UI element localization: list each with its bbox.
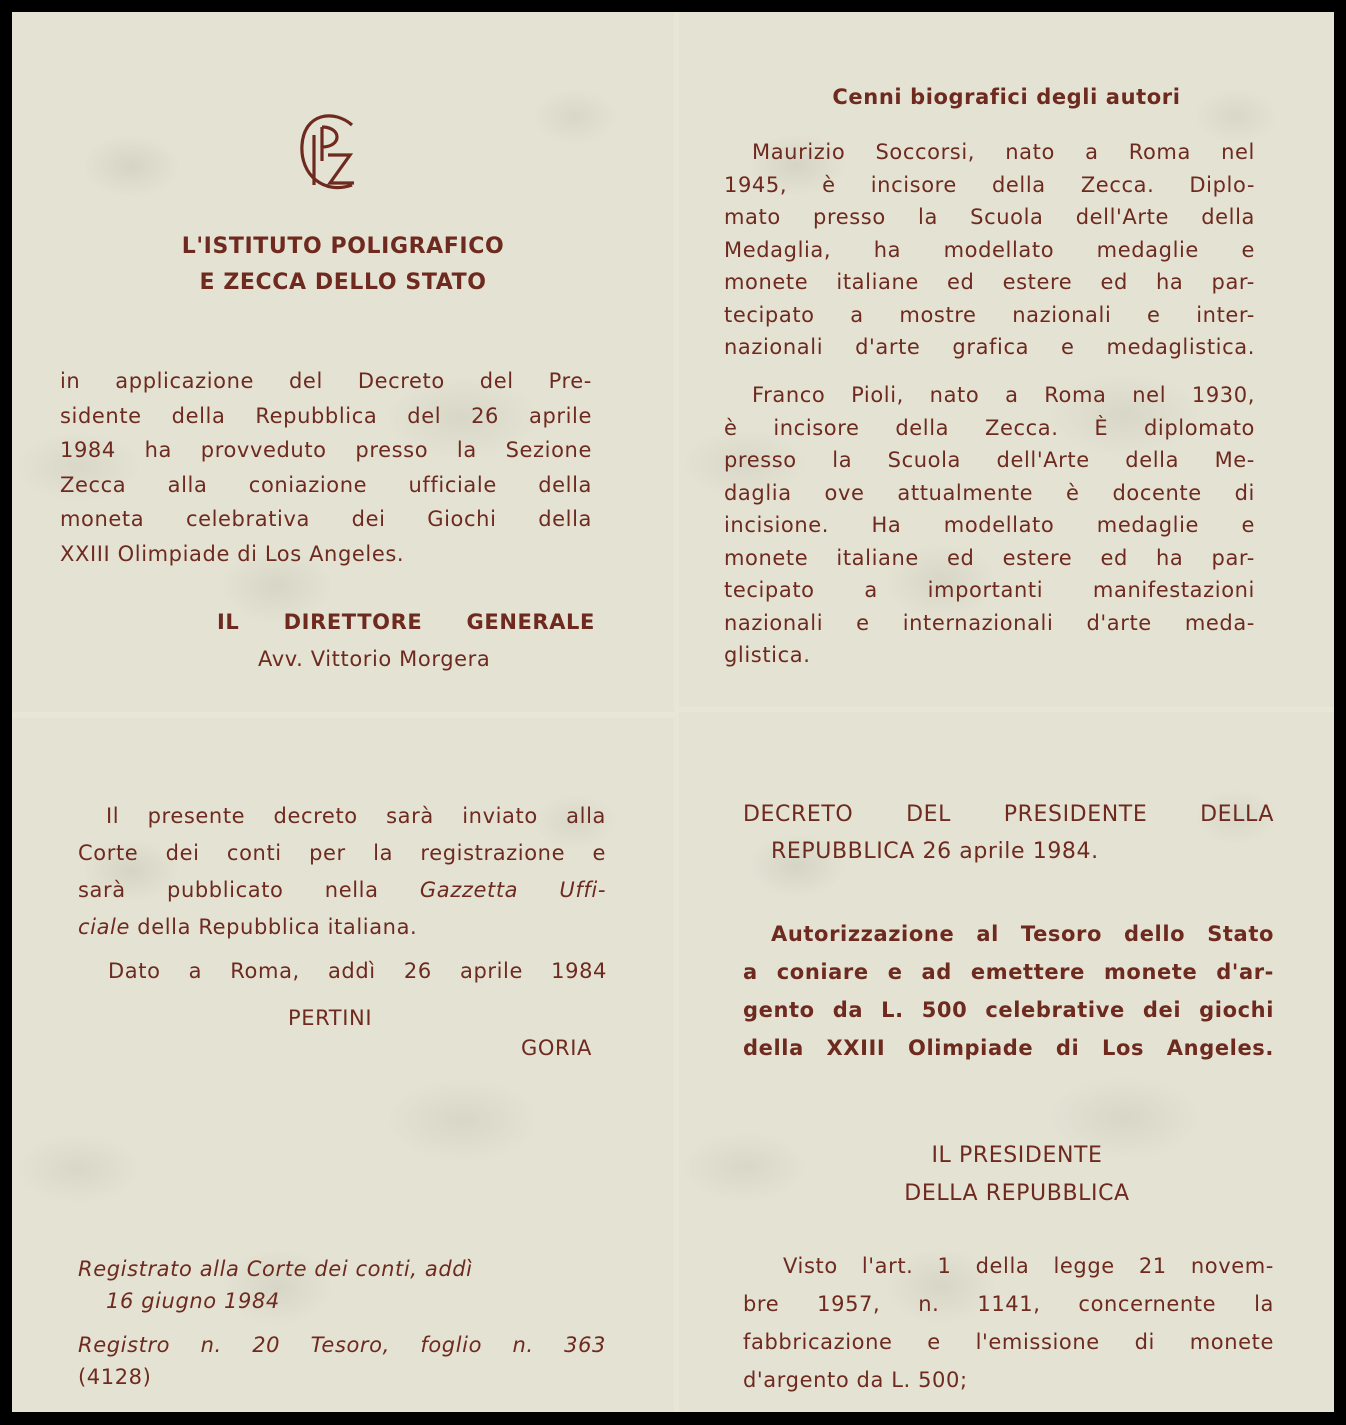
subject-line: gento da L. 500 celebrative dei giochi xyxy=(743,998,1274,1022)
decree-line-text: della Repubblica italiana. xyxy=(137,915,418,939)
subject-line: Autorizzazione al Tesoro dello Stato xyxy=(771,922,1274,946)
document-code: (4128) xyxy=(78,1365,152,1389)
bio-line: Maurizio Soccorsi, nato a Roma nel xyxy=(752,140,1255,164)
institute-body xyxy=(60,364,592,571)
bio-line: tecipato a mostre nazionali e inter- xyxy=(724,302,1255,327)
body-line: sidente della Repubblica del 26 aprile xyxy=(60,403,592,428)
decree-line: Corte dei conti per la registrazione e xyxy=(78,841,606,865)
bio-line: è incisore della Zecca. È diplomato xyxy=(724,415,1255,440)
subject-line: della XXIII Olimpiade di Los Angeles. xyxy=(743,1036,1274,1060)
body-line: XXIII Olimpiade di Los Angeles. xyxy=(60,541,405,566)
visto-line: d'argento da L. 500; xyxy=(743,1368,968,1392)
decree-line xyxy=(78,909,606,946)
biography-title: Cenni biografici degli autori xyxy=(832,85,1181,109)
soccorsi-bio xyxy=(724,136,1255,364)
decree-heading-line1: DECRETO DEL PRESIDENTE DELLA xyxy=(743,802,1274,827)
ipzs-logo-icon xyxy=(294,105,364,200)
leaflet-sheet xyxy=(12,12,1334,1412)
institute-name-line1: L'ISTITUTO POLIGRAFICO xyxy=(181,234,505,259)
decree-start-panel xyxy=(679,712,1334,1412)
gazzetta-italic: ciale xyxy=(78,915,131,939)
bio-line: presso la Scuola dell'Arte della Me- xyxy=(724,448,1255,472)
signature-goria: GORIA xyxy=(521,1036,592,1060)
bio-line: Medaglia, ha modellato medaglie e xyxy=(724,237,1255,262)
decree-end-panel xyxy=(12,718,674,1412)
bio-line: glistica. xyxy=(724,643,811,667)
registered-line2: 16 giugno 1984 xyxy=(106,1289,280,1313)
body-line: 1984 ha provveduto presso la Sezione xyxy=(60,438,592,462)
bio-line: monete italiane ed estere ed ha par- xyxy=(724,270,1255,294)
bio-line: tecipato a importanti manifestazioni xyxy=(724,578,1255,602)
president-line1: IL PRESIDENTE xyxy=(931,1143,1103,1168)
decree-subject xyxy=(743,915,1274,1067)
registered-line1: Registrato alla Corte dei conti, addì xyxy=(78,1257,473,1281)
bio-line: daglia ove attualmente è docente di xyxy=(724,480,1255,505)
decree-line-text: sarà pubblicato nella xyxy=(78,878,379,902)
visto-clause xyxy=(743,1247,1274,1399)
bio-line: incisione. Ha modellato medaglie e xyxy=(724,513,1255,537)
visto-line: fabbricazione e l'emissione di monete xyxy=(743,1330,1274,1354)
bio-line: mato presso la Scuola dell'Arte della xyxy=(724,205,1255,229)
decree-heading-line2: REPUBBLICA 26 aprile 1984. xyxy=(771,839,1099,864)
institute-panel xyxy=(12,12,674,712)
subject-line: a coniare e ad emettere monete d'ar- xyxy=(743,960,1274,984)
biography-panel xyxy=(679,12,1334,707)
institute-name-line2: E ZECCA DELLO STATO xyxy=(199,270,487,295)
date-line: Dato a Roma, addì 26 aprile 1984 xyxy=(108,959,607,983)
visto-line: Visto l'art. 1 della legge 21 novem- xyxy=(783,1254,1274,1278)
body-line: Zecca alla coniazione ufficiale della xyxy=(60,472,592,497)
signature-title: IL DIRETTORE GENERALE xyxy=(217,610,595,634)
decree-end-body xyxy=(78,798,606,946)
body-line: in applicazione del Decreto del Pre- xyxy=(60,369,592,393)
bio-line: monete italiane ed estere ed ha par- xyxy=(724,545,1255,570)
body-line: moneta celebrativa dei Giochi della xyxy=(60,507,592,531)
bio-line: nazionali e internazionali d'arte meda- xyxy=(724,610,1255,635)
decree-line xyxy=(78,872,606,909)
signature-pertini: PERTINI xyxy=(288,1006,373,1030)
bio-line: 1945, è incisore della Zecca. Diplo- xyxy=(724,172,1255,197)
gazzetta-italic: Gazzetta Uffi- xyxy=(419,878,606,902)
visto-line: bre 1957, n. 1141, concernente la xyxy=(743,1292,1274,1316)
bio-line: nazionali d'arte grafica e medaglistica. xyxy=(724,335,1255,359)
signature-name: Avv. Vittorio Morgera xyxy=(258,647,491,671)
registry-line: Registro n. 20 Tesoro, foglio n. 363 xyxy=(78,1333,606,1357)
decree-line: Il presente decreto sarà inviato alla xyxy=(106,804,606,828)
bio-line: Franco Pioli, nato a Roma nel 1930, xyxy=(752,383,1255,407)
pioli-bio xyxy=(724,379,1255,672)
president-line2: DELLA REPUBBLICA xyxy=(904,1181,1130,1206)
